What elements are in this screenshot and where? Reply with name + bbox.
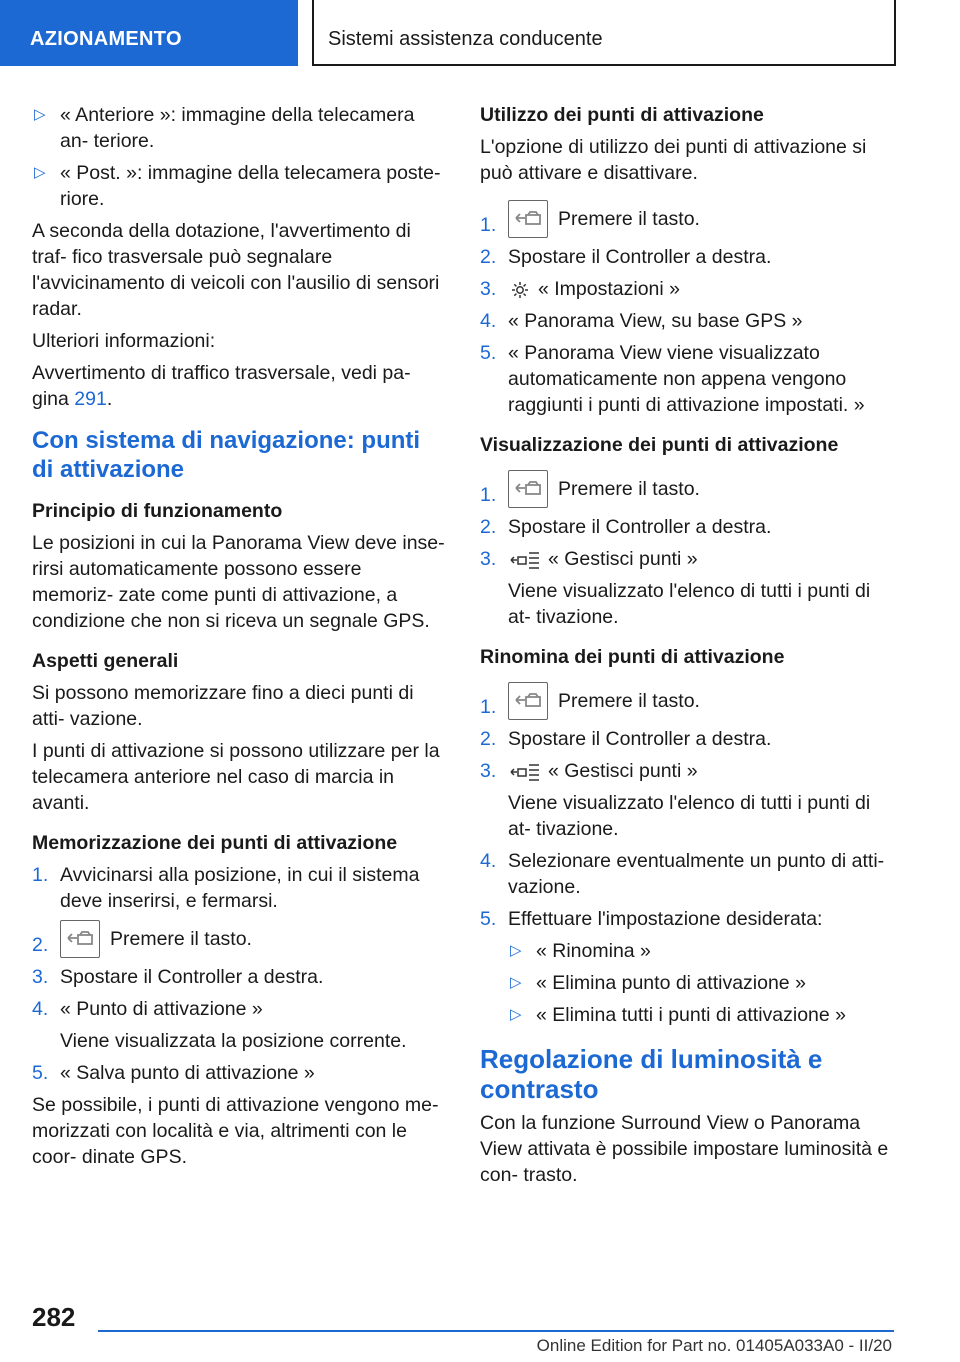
camera-list-icon — [510, 550, 540, 570]
step-item: 5. Effettuare l'impostazione desiderata: — [480, 908, 823, 930]
paragraph: I punti di attivazione si possono utilizzare per la telecamera anteriore nel caso di marcia in avanti. — [32, 740, 440, 814]
step-item: 1. Premere il tasto. — [480, 470, 894, 508]
paragraph: Ulteriori informazioni: — [32, 330, 216, 352]
triangle-bullet-icon: ▷ — [510, 1006, 522, 1023]
page-header — [0, 0, 960, 66]
paragraph: Se possibile, i punti di attivazione vengono me- morizzati con località e via, altrimenti con le coor- dinate GPS. — [32, 1094, 439, 1168]
step-item: 4. « Punto di attivazione » — [32, 998, 263, 1020]
page-number: 282 — [32, 1302, 76, 1332]
left-column — [32, 102, 446, 1176]
paragraph: Avvertimento di traffico trasversale, vedi pa- gina 291. — [32, 362, 411, 410]
camera-button-icon — [60, 920, 100, 958]
page-link[interactable]: 291 — [74, 388, 107, 410]
step-note: Viene visualizzato l'elenco di tutti i punti di at- tivazione. — [508, 580, 871, 628]
gear-icon — [510, 280, 530, 300]
option-item: ▷ « Elimina tutti i punti di attivazione » — [510, 1004, 847, 1026]
triangle-bullet-icon: ▷ — [510, 942, 522, 959]
paragraph: L'opzione di utilizzo dei punti di attivazione si può attivare e disattivare. — [480, 136, 867, 184]
paragraph: Si possono memorizzare fino a dieci punti di atti- vazione. — [32, 682, 414, 730]
paragraph: Con la funzione Surround View o Panorama View attivata è possibile impostare luminosità e con- trasto. — [480, 1112, 889, 1186]
option-item: ▷ « Elimina punto di attivazione » — [510, 972, 806, 994]
step-item: 5. « Salva punto di attivazione » — [32, 1062, 315, 1084]
step-item: 2. Spostare il Controller a destra. — [480, 728, 772, 750]
step-item: 2. Spostare il Controller a destra. — [480, 246, 772, 268]
step-item: 3. « Gestisci punti » — [480, 548, 698, 570]
triangle-bullet-icon: ▷ — [34, 106, 46, 123]
paragraph: A seconda della dotazione, l'avvertimento di traf- fico trasversale può segnalare l'avvicinamento di veicoli con l'ausilio di sensori radar. — [32, 220, 440, 320]
chapter-title: Sistemi assistenza conducente — [312, 0, 896, 66]
step-item: 5. « Panorama View viene visualizzato automaticamente non appena vengono raggiunti i punti di attivazione impostati. » — [480, 342, 865, 416]
camera-button-icon — [508, 200, 548, 238]
subheading: Memorizzazione dei punti di attivazione — [32, 832, 398, 854]
right-column — [480, 102, 894, 1194]
step-item: 3. « Gestisci punti » — [480, 760, 698, 782]
step-item: 1. Premere il tasto. — [480, 682, 894, 720]
section-heading: Regolazione di luminosità e contrasto — [480, 1044, 823, 1104]
option-item: ▷ « Rinomina » — [510, 940, 651, 962]
subheading: Aspetti generali — [32, 650, 179, 672]
paragraph: Le posizioni in cui la Panorama View deve inse- rirsi automaticamente possono essere memoriz- zate come punti di attivazione, a condizione che non si riceva un segnale GPS. — [32, 532, 445, 632]
camera-button-icon — [508, 682, 548, 720]
step-item: 3. Spostare il Controller a destra. — [32, 966, 324, 988]
footer-divider — [98, 1330, 894, 1332]
subheading: Principio di funzionamento — [32, 500, 283, 522]
step-item: 4. Selezionare eventualmente un punto di atti- vazione. — [480, 850, 885, 898]
section-tab[interactable]: AZIONAMENTO — [0, 0, 298, 66]
subheading: Visualizzazione dei punti di attivazione — [480, 434, 839, 456]
section-heading: Con sistema di navigazione: punti di attivazione — [32, 427, 421, 483]
step-note: Viene visualizzata la posizione corrente. — [60, 1030, 407, 1052]
step-item: 3. « Impostazioni » — [480, 278, 680, 300]
camera-list-icon — [510, 762, 540, 782]
edition-text: Online Edition for Part no. 01405A033A0 - II/20 — [536, 1336, 892, 1355]
step-item: 4. « Panorama View, su base GPS » — [480, 310, 803, 332]
camera-button-icon — [508, 470, 548, 508]
step-item: 2. Premere il tasto. — [32, 920, 446, 958]
step-item: 2. Spostare il Controller a destra. — [480, 516, 772, 538]
subheading: Rinomina dei punti di attivazione — [480, 646, 785, 668]
bullet-item: ▷ « Post. »: immagine della telecamera poste- riore. — [34, 162, 441, 210]
step-item: 1. Premere il tasto. — [480, 200, 894, 238]
bullet-item: ▷ « Anteriore »: immagine della telecamera an- teriore. — [34, 104, 415, 152]
step-item: 1. Avvicinarsi alla posizione, in cui il sistema deve inserirsi, e fermarsi. — [32, 864, 420, 912]
triangle-bullet-icon: ▷ — [510, 974, 522, 991]
triangle-bullet-icon: ▷ — [34, 164, 46, 181]
step-note: Viene visualizzato l'elenco di tutti i punti di at- tivazione. — [508, 792, 871, 840]
subheading: Utilizzo dei punti di attivazione — [480, 104, 764, 126]
